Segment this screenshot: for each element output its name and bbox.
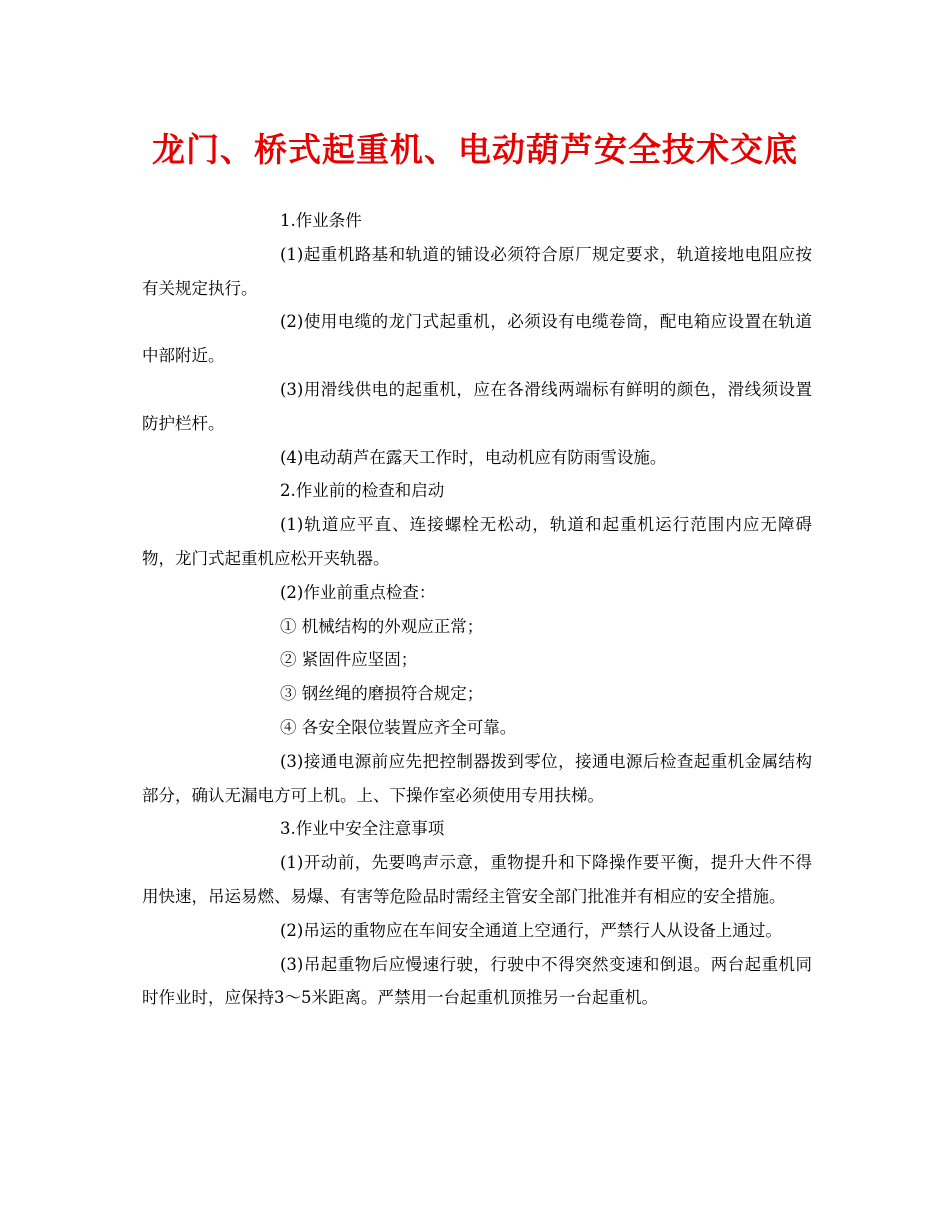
section-heading-2: 2.作业前的检查和启动 (280, 481, 445, 501)
list-item: ④ 各安全限位装置应齐全可靠。 (280, 717, 517, 737)
paragraph: (4)电动葫芦在露天工作时，电动机应有防雨雪设施。 (280, 447, 667, 467)
paragraph: (1)轨道应平直、连接螺栓无松动，轨道和起重机运行范围内应无障碍物，龙门式起重机应松开夹轨器。 (142, 515, 812, 568)
list-item: ① 机械结构的外观应正常； (280, 616, 484, 636)
document-body (142, 204, 812, 1015)
list-item: ③ 钢丝绳的磨损符合规定； (280, 684, 484, 704)
section-heading-3: 3.作业中安全注意事项 (280, 819, 445, 839)
list-item: ② 紧固件应坚固； (280, 650, 418, 670)
paragraph: (3)接通电源前应先把控制器拨到零位，接通电源后检查起重机金属结构部分，确认无漏电方可上机。上、下操作室必须使用专用扶梯。 (142, 751, 812, 805)
paragraph: (3)吊起重物后应慢速行驶，行驶中不得突然变速和倒退。两台起重机同时作业时，应保持3～5米距离。严禁用一台起重机顶推另一台起重机。 (142, 954, 812, 1008)
paragraph: (3)用滑线供电的起重机，应在各滑线两端标有鲜明的颜色，滑线须设置防护栏杆。 (142, 379, 812, 433)
paragraph: (2)吊运的重物应在车间安全通道上空通行，严禁行人从设备上通过。 (280, 920, 782, 940)
section-heading-1: 1.作业条件 (280, 211, 362, 230)
paragraph: (1)起重机路基和轨道的铺设必须符合原厂规定要求，轨道接地电阻应按有关规定执行。 (142, 244, 812, 298)
paragraph: (1)开动前，先要鸣声示意，重物提升和下降操作要平衡，提升大件不得用快速，吊运易燃、易爆、有害等危险品时需经主管安全部门批准并有相应的安全措施。 (142, 853, 812, 906)
paragraph: (2)作业前重点检查： (280, 582, 436, 602)
document-title: 龙门、桥式起重机、电动葫芦安全技术交底 (152, 130, 798, 169)
paragraph: (2)使用电缆的龙门式起重机，必须设有电缆卷筒，配电箱应设置在轨道中部附近。 (142, 312, 812, 366)
